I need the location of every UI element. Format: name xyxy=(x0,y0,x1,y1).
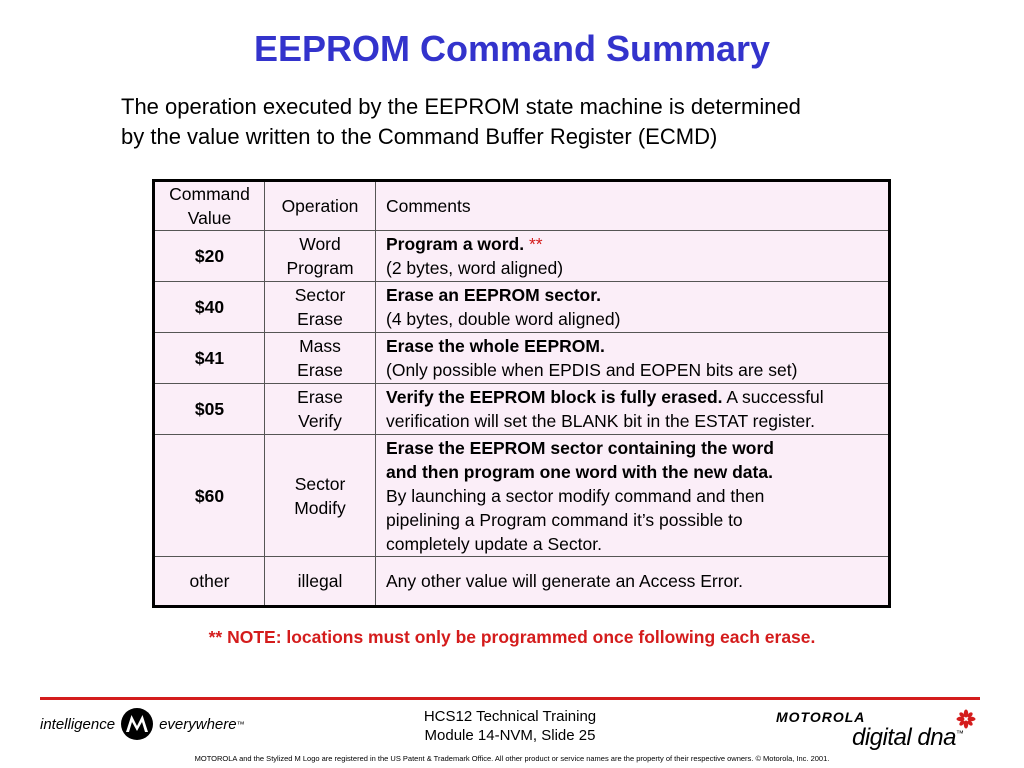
comment-plain: Any other value will generate an Access Error. xyxy=(376,557,890,607)
tagline-trademark: ™ xyxy=(236,719,245,729)
command-value: $05 xyxy=(154,384,265,435)
header-comments: Comments xyxy=(376,181,890,231)
header-command-value-line-1: Command xyxy=(169,184,250,204)
comment-plain: By launching a sector modify command and then xyxy=(386,485,765,506)
legal-notice: MOTOROLA and the Stylized M Logo are registered in the US Patent & Trademark Office. All other product or service names are the property of their respective owners. © Motorola, Inc. 2001. xyxy=(194,754,830,763)
comment-plain: pipelining a Program command it’s possible to xyxy=(386,509,743,530)
comment-bold: Erase the EEPROM sector containing the word xyxy=(386,437,774,458)
comment-plain: verification will set the BLANK bit in the ESTAT register. xyxy=(386,411,815,431)
tagline-right: everywhere xyxy=(159,715,237,733)
comment-bold: and then program one word with the new data. xyxy=(386,461,773,482)
table-header-row xyxy=(154,181,890,231)
dna-star-icon xyxy=(956,709,976,729)
comment xyxy=(376,282,890,333)
comment-plain: (2 bytes, word aligned) xyxy=(386,258,564,278)
operation xyxy=(265,333,376,384)
comment-plain: completely update a Sector. xyxy=(386,533,602,554)
programming-note: ** NOTE: locations must only be programmed once following each erase. xyxy=(208,627,816,647)
table-row xyxy=(154,282,890,333)
operation: illegal xyxy=(265,557,376,607)
command-summary-table xyxy=(152,179,891,608)
operation-line: Program xyxy=(286,258,354,278)
operation xyxy=(265,282,376,333)
motorola-wordmark: MOTOROLA xyxy=(776,709,866,725)
slide-title: EEPROM Command Summary xyxy=(253,28,771,69)
footer-divider xyxy=(40,697,980,700)
comment xyxy=(376,384,890,435)
table-row xyxy=(154,231,890,282)
comment-bold: Erase an EEPROM sector. xyxy=(386,285,601,305)
comment-bold: Erase the whole EEPROM. xyxy=(386,336,605,356)
comment-line xyxy=(386,385,886,409)
digital-dna-text: digital dna xyxy=(852,724,956,751)
operation-line: Erase xyxy=(297,360,343,380)
intelligence-everywhere-tagline xyxy=(40,707,245,741)
operation xyxy=(265,231,376,282)
header-command-value xyxy=(154,181,265,231)
comment-bold: Program a word. xyxy=(386,234,525,254)
comment-plain: (Only possible when EPDIS and EOPEN bits are set) xyxy=(386,360,798,380)
training-line-2: Module 14-NVM, Slide 25 xyxy=(424,727,596,744)
double-asterisk-mark: ** xyxy=(524,234,543,254)
operation-line: Word xyxy=(299,234,341,254)
command-value: $40 xyxy=(154,282,265,333)
comment xyxy=(376,333,890,384)
header-command-value-line-2: Value xyxy=(187,208,232,228)
operation-line: Erase xyxy=(297,309,343,329)
comment-plain-inline: A successful xyxy=(722,387,824,407)
table-row xyxy=(154,557,890,607)
intro-text xyxy=(121,92,941,152)
command-value: other xyxy=(154,557,265,607)
comment-bold: Verify the EEPROM block is fully erased. xyxy=(386,387,723,407)
dna-trademark: ™ xyxy=(955,729,964,738)
operation-line: Mass xyxy=(299,336,341,356)
table-row xyxy=(154,435,890,557)
operation xyxy=(265,435,376,557)
digital-dna-wordmark xyxy=(852,724,963,752)
table-row xyxy=(154,384,890,435)
operation-line: Sector xyxy=(294,473,346,494)
operation-line: Erase xyxy=(297,387,343,407)
command-value: $60 xyxy=(154,435,265,557)
operation-line: Verify xyxy=(298,411,342,431)
table-row xyxy=(154,333,890,384)
operation-line: Sector xyxy=(294,285,346,305)
comment-plain: (4 bytes, double word aligned) xyxy=(386,309,621,329)
training-line-1: HCS12 Technical Training xyxy=(423,708,597,725)
training-caption xyxy=(380,707,640,745)
comment-line xyxy=(386,232,886,256)
command-value: $41 xyxy=(154,333,265,384)
operation xyxy=(265,384,376,435)
operation-line: Modify xyxy=(294,497,346,518)
intro-line-1: The operation executed by the EEPROM state machine is determined xyxy=(121,94,801,119)
intro-line-2: by the value written to the Command Buffer Register (ECMD) xyxy=(121,124,718,149)
tagline-left: intelligence xyxy=(40,715,116,733)
header-operation: Operation xyxy=(265,181,376,231)
command-value: $20 xyxy=(154,231,265,282)
motorola-m-logo-icon xyxy=(120,707,154,741)
comment xyxy=(376,435,890,557)
comment xyxy=(376,231,890,282)
